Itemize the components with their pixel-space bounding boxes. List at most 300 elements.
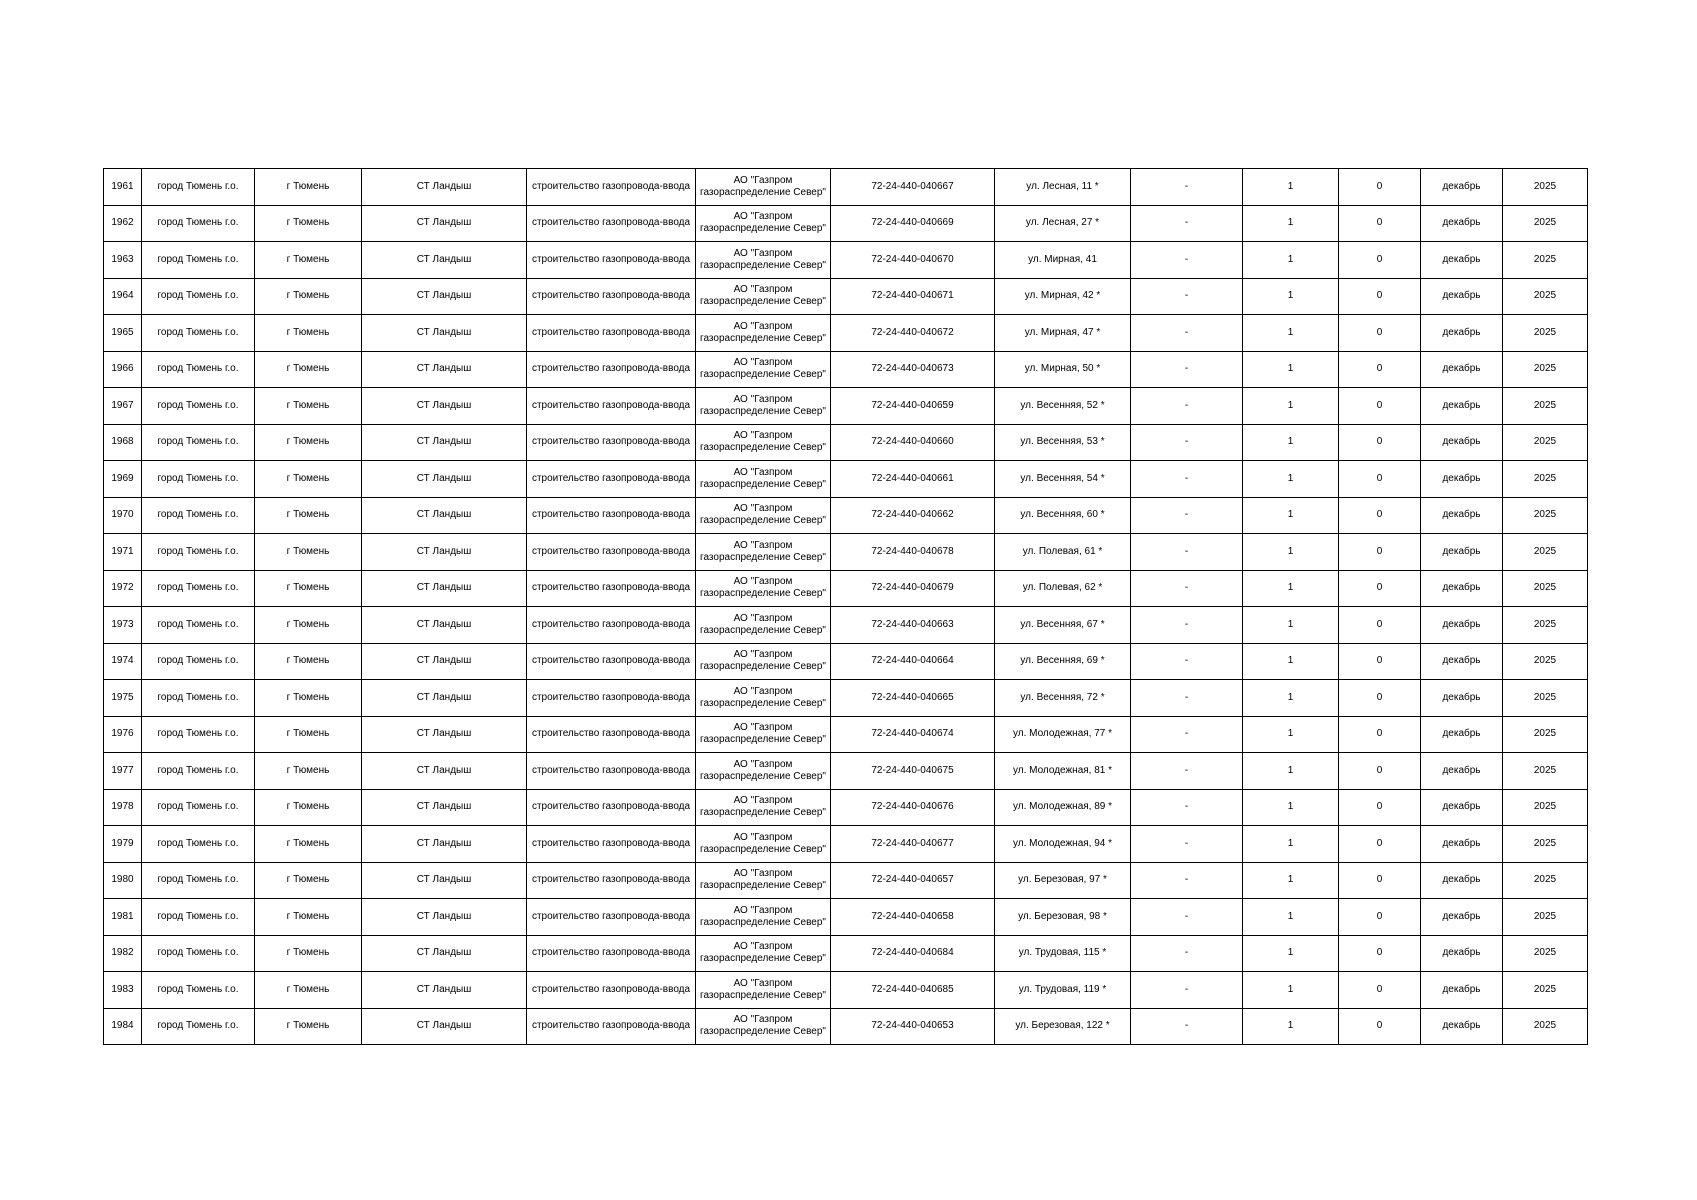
cell-year: 2025 [1503,789,1588,826]
table-body [104,169,1588,1045]
cell-organization: АО "Газпром газораспределение Север" [696,826,831,863]
cell-organization: АО "Газпром газораспределение Север" [696,716,831,753]
cell-month: декабрь [1421,497,1503,534]
cell-work-type: строительство газопровода-ввода [527,680,696,717]
cell-year: 2025 [1503,534,1588,571]
cell-settlement: г Тюмень [255,570,362,607]
cell-dash: - [1131,388,1243,425]
table-row [104,643,1588,680]
cell-month: декабрь [1421,205,1503,242]
cell-garden-partnership: СТ Ландыш [362,716,527,753]
cell-dash: - [1131,607,1243,644]
cell-registry-number: 72-24-440-040653 [831,1008,995,1045]
cell-municipality: город Тюмень г.о. [142,534,255,571]
table-row [104,899,1588,936]
cell-municipality: город Тюмень г.о. [142,461,255,498]
cell-row-number: 1981 [104,899,142,936]
cell-garden-partnership: СТ Ландыш [362,789,527,826]
cell-zero-value: 0 [1339,278,1421,315]
cell-municipality: город Тюмень г.о. [142,278,255,315]
cell-count: 1 [1243,388,1339,425]
cell-municipality: город Тюмень г.о. [142,680,255,717]
cell-garden-partnership: СТ Ландыш [362,534,527,571]
cell-address: ул. Березовая, 98 * [995,899,1131,936]
cell-count: 1 [1243,315,1339,352]
cell-dash: - [1131,826,1243,863]
cell-settlement: г Тюмень [255,424,362,461]
cell-garden-partnership: СТ Ландыш [362,607,527,644]
cell-registry-number: 72-24-440-040684 [831,935,995,972]
cell-count: 1 [1243,169,1339,206]
cell-count: 1 [1243,497,1339,534]
cell-year: 2025 [1503,388,1588,425]
cell-garden-partnership: СТ Ландыш [362,643,527,680]
cell-settlement: г Тюмень [255,753,362,790]
cell-registry-number: 72-24-440-040662 [831,497,995,534]
cell-organization: АО "Газпром газораспределение Север" [696,935,831,972]
cell-settlement: г Тюмень [255,1008,362,1045]
cell-organization: АО "Газпром газораспределение Север" [696,242,831,279]
cell-zero-value: 0 [1339,205,1421,242]
cell-month: декабрь [1421,315,1503,352]
cell-dash: - [1131,753,1243,790]
cell-municipality: город Тюмень г.о. [142,351,255,388]
cell-dash: - [1131,534,1243,571]
cell-address: ул. Березовая, 122 * [995,1008,1131,1045]
cell-month: декабрь [1421,351,1503,388]
table-row [104,570,1588,607]
cell-registry-number: 72-24-440-040658 [831,899,995,936]
cell-zero-value: 0 [1339,862,1421,899]
cell-month: декабрь [1421,935,1503,972]
cell-row-number: 1962 [104,205,142,242]
cell-municipality: город Тюмень г.о. [142,315,255,352]
cell-work-type: строительство газопровода-ввода [527,862,696,899]
cell-municipality: город Тюмень г.о. [142,570,255,607]
cell-settlement: г Тюмень [255,716,362,753]
cell-registry-number: 72-24-440-040661 [831,461,995,498]
cell-count: 1 [1243,607,1339,644]
cell-zero-value: 0 [1339,461,1421,498]
cell-row-number: 1964 [104,278,142,315]
cell-zero-value: 0 [1339,899,1421,936]
cell-work-type: строительство газопровода-ввода [527,935,696,972]
cell-garden-partnership: СТ Ландыш [362,424,527,461]
cell-count: 1 [1243,643,1339,680]
cell-registry-number: 72-24-440-040671 [831,278,995,315]
table-row [104,1008,1588,1045]
cell-month: декабрь [1421,169,1503,206]
cell-address: ул. Весенняя, 60 * [995,497,1131,534]
cell-settlement: г Тюмень [255,534,362,571]
cell-municipality: город Тюмень г.о. [142,899,255,936]
cell-row-number: 1965 [104,315,142,352]
cell-dash: - [1131,643,1243,680]
cell-work-type: строительство газопровода-ввода [527,899,696,936]
cell-work-type: строительство газопровода-ввода [527,205,696,242]
cell-zero-value: 0 [1339,169,1421,206]
cell-row-number: 1973 [104,607,142,644]
cell-address: ул. Молодежная, 89 * [995,789,1131,826]
cell-work-type: строительство газопровода-ввода [527,789,696,826]
cell-registry-number: 72-24-440-040670 [831,242,995,279]
cell-dash: - [1131,242,1243,279]
cell-address: ул. Трудовая, 119 * [995,972,1131,1009]
cell-month: декабрь [1421,461,1503,498]
cell-garden-partnership: СТ Ландыш [362,205,527,242]
table-row [104,424,1588,461]
cell-zero-value: 0 [1339,935,1421,972]
cell-month: декабрь [1421,534,1503,571]
cell-organization: АО "Газпром газораспределение Север" [696,972,831,1009]
cell-row-number: 1968 [104,424,142,461]
document-page [103,168,1588,1045]
cell-count: 1 [1243,972,1339,1009]
cell-row-number: 1980 [104,862,142,899]
cell-zero-value: 0 [1339,753,1421,790]
cell-organization: АО "Газпром газораспределение Север" [696,607,831,644]
cell-count: 1 [1243,351,1339,388]
cell-count: 1 [1243,862,1339,899]
cell-organization: АО "Газпром газораспределение Север" [696,643,831,680]
cell-row-number: 1971 [104,534,142,571]
cell-month: декабрь [1421,899,1503,936]
table-row [104,789,1588,826]
cell-settlement: г Тюмень [255,789,362,826]
cell-work-type: строительство газопровода-ввода [527,570,696,607]
cell-month: декабрь [1421,424,1503,461]
cell-row-number: 1983 [104,972,142,1009]
cell-address: ул. Мирная, 42 * [995,278,1131,315]
cell-count: 1 [1243,1008,1339,1045]
cell-address: ул. Весенняя, 52 * [995,388,1131,425]
cell-month: декабрь [1421,753,1503,790]
cell-month: декабрь [1421,570,1503,607]
cell-zero-value: 0 [1339,972,1421,1009]
cell-municipality: город Тюмень г.о. [142,826,255,863]
cell-registry-number: 72-24-440-040667 [831,169,995,206]
table-row [104,716,1588,753]
cell-registry-number: 72-24-440-040664 [831,643,995,680]
cell-municipality: город Тюмень г.о. [142,242,255,279]
cell-month: декабрь [1421,972,1503,1009]
cell-month: декабрь [1421,680,1503,717]
cell-month: декабрь [1421,242,1503,279]
cell-work-type: строительство газопровода-ввода [527,242,696,279]
cell-garden-partnership: СТ Ландыш [362,570,527,607]
cell-work-type: строительство газопровода-ввода [527,972,696,1009]
cell-count: 1 [1243,570,1339,607]
cell-month: декабрь [1421,862,1503,899]
cell-organization: АО "Газпром газораспределение Север" [696,169,831,206]
cell-work-type: строительство газопровода-ввода [527,169,696,206]
cell-work-type: строительство газопровода-ввода [527,278,696,315]
cell-dash: - [1131,972,1243,1009]
cell-count: 1 [1243,935,1339,972]
cell-municipality: город Тюмень г.о. [142,862,255,899]
cell-row-number: 1979 [104,826,142,863]
cell-organization: АО "Газпром газораспределение Север" [696,862,831,899]
cell-registry-number: 72-24-440-040669 [831,205,995,242]
cell-dash: - [1131,497,1243,534]
cell-dash: - [1131,935,1243,972]
cell-address: ул. Весенняя, 54 * [995,461,1131,498]
cell-work-type: строительство газопровода-ввода [527,534,696,571]
table-row [104,534,1588,571]
cell-row-number: 1967 [104,388,142,425]
cell-settlement: г Тюмень [255,315,362,352]
cell-zero-value: 0 [1339,607,1421,644]
cell-registry-number: 72-24-440-040678 [831,534,995,571]
cell-zero-value: 0 [1339,570,1421,607]
cell-organization: АО "Газпром газораспределение Север" [696,388,831,425]
cell-garden-partnership: СТ Ландыш [362,278,527,315]
cell-registry-number: 72-24-440-040685 [831,972,995,1009]
cell-settlement: г Тюмень [255,388,362,425]
cell-year: 2025 [1503,205,1588,242]
cell-count: 1 [1243,826,1339,863]
cell-count: 1 [1243,716,1339,753]
cell-month: декабрь [1421,789,1503,826]
table-row [104,680,1588,717]
cell-dash: - [1131,315,1243,352]
cell-dash: - [1131,899,1243,936]
cell-year: 2025 [1503,169,1588,206]
cell-organization: АО "Газпром газораспределение Север" [696,899,831,936]
table-row [104,972,1588,1009]
cell-garden-partnership: СТ Ландыш [362,497,527,534]
cell-address: ул. Весенняя, 69 * [995,643,1131,680]
cell-organization: АО "Газпром газораспределение Север" [696,789,831,826]
cell-registry-number: 72-24-440-040673 [831,351,995,388]
table-row [104,461,1588,498]
cell-settlement: г Тюмень [255,680,362,717]
table-row [104,753,1588,790]
cell-organization: АО "Газпром газораспределение Север" [696,205,831,242]
cell-registry-number: 72-24-440-040674 [831,716,995,753]
cell-zero-value: 0 [1339,351,1421,388]
cell-row-number: 1978 [104,789,142,826]
cell-dash: - [1131,716,1243,753]
cell-dash: - [1131,862,1243,899]
cell-registry-number: 72-24-440-040675 [831,753,995,790]
cell-year: 2025 [1503,424,1588,461]
cell-year: 2025 [1503,607,1588,644]
cell-municipality: город Тюмень г.о. [142,169,255,206]
cell-address: ул. Лесная, 27 * [995,205,1131,242]
cell-settlement: г Тюмень [255,242,362,279]
cell-count: 1 [1243,461,1339,498]
cell-work-type: строительство газопровода-ввода [527,461,696,498]
cell-municipality: город Тюмень г.о. [142,1008,255,1045]
cell-month: декабрь [1421,826,1503,863]
cell-address: ул. Молодежная, 94 * [995,826,1131,863]
cell-count: 1 [1243,424,1339,461]
cell-garden-partnership: СТ Ландыш [362,935,527,972]
cell-address: ул. Трудовая, 115 * [995,935,1131,972]
cell-count: 1 [1243,278,1339,315]
cell-count: 1 [1243,789,1339,826]
cell-count: 1 [1243,534,1339,571]
cell-municipality: город Тюмень г.о. [142,643,255,680]
cell-organization: АО "Газпром газораспределение Север" [696,351,831,388]
cell-garden-partnership: СТ Ландыш [362,753,527,790]
table-row [104,826,1588,863]
cell-municipality: город Тюмень г.о. [142,789,255,826]
cell-dash: - [1131,278,1243,315]
cell-zero-value: 0 [1339,497,1421,534]
cell-row-number: 1961 [104,169,142,206]
cell-registry-number: 72-24-440-040679 [831,570,995,607]
cell-address: ул. Березовая, 97 * [995,862,1131,899]
cell-work-type: строительство газопровода-ввода [527,753,696,790]
cell-zero-value: 0 [1339,424,1421,461]
cell-count: 1 [1243,899,1339,936]
cell-year: 2025 [1503,935,1588,972]
cell-address: ул. Весенняя, 72 * [995,680,1131,717]
cell-year: 2025 [1503,242,1588,279]
cell-garden-partnership: СТ Ландыш [362,242,527,279]
cell-settlement: г Тюмень [255,862,362,899]
cell-registry-number: 72-24-440-040657 [831,862,995,899]
table-row [104,388,1588,425]
cell-organization: АО "Газпром газораспределение Север" [696,315,831,352]
cell-settlement: г Тюмень [255,607,362,644]
cell-dash: - [1131,169,1243,206]
cell-address: ул. Мирная, 50 * [995,351,1131,388]
table-row [104,607,1588,644]
cell-year: 2025 [1503,716,1588,753]
cell-garden-partnership: СТ Ландыш [362,899,527,936]
cell-dash: - [1131,351,1243,388]
cell-municipality: город Тюмень г.о. [142,607,255,644]
cell-count: 1 [1243,753,1339,790]
cell-row-number: 1974 [104,643,142,680]
cell-address: ул. Мирная, 47 * [995,315,1131,352]
cell-settlement: г Тюмень [255,461,362,498]
cell-work-type: строительство газопровода-ввода [527,716,696,753]
cell-month: декабрь [1421,1008,1503,1045]
cell-count: 1 [1243,242,1339,279]
cell-organization: АО "Газпром газораспределение Север" [696,680,831,717]
cell-zero-value: 0 [1339,388,1421,425]
cell-registry-number: 72-24-440-040660 [831,424,995,461]
cell-dash: - [1131,680,1243,717]
cell-row-number: 1970 [104,497,142,534]
cell-month: декабрь [1421,388,1503,425]
cell-garden-partnership: СТ Ландыш [362,315,527,352]
cell-settlement: г Тюмень [255,826,362,863]
cell-municipality: город Тюмень г.о. [142,497,255,534]
cell-year: 2025 [1503,315,1588,352]
cell-year: 2025 [1503,972,1588,1009]
cell-address: ул. Молодежная, 81 * [995,753,1131,790]
cell-address: ул. Весенняя, 67 * [995,607,1131,644]
cell-zero-value: 0 [1339,680,1421,717]
cell-year: 2025 [1503,680,1588,717]
table-row [104,278,1588,315]
cell-dash: - [1131,789,1243,826]
cell-dash: - [1131,570,1243,607]
cell-address: ул. Молодежная, 77 * [995,716,1131,753]
cell-count: 1 [1243,205,1339,242]
cell-row-number: 1975 [104,680,142,717]
cell-garden-partnership: СТ Ландыш [362,862,527,899]
cell-garden-partnership: СТ Ландыш [362,169,527,206]
cell-year: 2025 [1503,826,1588,863]
cell-settlement: г Тюмень [255,351,362,388]
cell-work-type: строительство газопровода-ввода [527,388,696,425]
cell-settlement: г Тюмень [255,169,362,206]
cell-row-number: 1972 [104,570,142,607]
cell-row-number: 1976 [104,716,142,753]
cell-zero-value: 0 [1339,315,1421,352]
cell-organization: АО "Газпром газораспределение Север" [696,461,831,498]
cell-settlement: г Тюмень [255,935,362,972]
cell-work-type: строительство газопровода-ввода [527,497,696,534]
table-row [104,862,1588,899]
cell-municipality: город Тюмень г.о. [142,388,255,425]
cell-address: ул. Лесная, 11 * [995,169,1131,206]
table-row [104,351,1588,388]
cell-zero-value: 0 [1339,242,1421,279]
cell-count: 1 [1243,680,1339,717]
cell-organization: АО "Газпром газораспределение Север" [696,278,831,315]
cell-settlement: г Тюмень [255,972,362,1009]
cell-row-number: 1982 [104,935,142,972]
cell-dash: - [1131,205,1243,242]
cell-garden-partnership: СТ Ландыш [362,351,527,388]
cell-address: ул. Полевая, 61 * [995,534,1131,571]
table-row [104,315,1588,352]
cell-organization: АО "Газпром газораспределение Север" [696,1008,831,1045]
cell-year: 2025 [1503,351,1588,388]
cell-settlement: г Тюмень [255,899,362,936]
cell-year: 2025 [1503,570,1588,607]
cell-garden-partnership: СТ Ландыш [362,388,527,425]
table-row [104,205,1588,242]
cell-registry-number: 72-24-440-040665 [831,680,995,717]
cell-organization: АО "Газпром газораспределение Север" [696,753,831,790]
cell-registry-number: 72-24-440-040677 [831,826,995,863]
cell-zero-value: 0 [1339,534,1421,571]
cell-settlement: г Тюмень [255,205,362,242]
cell-municipality: город Тюмень г.о. [142,935,255,972]
cell-zero-value: 0 [1339,643,1421,680]
cell-address: ул. Мирная, 41 [995,242,1131,279]
table-row [104,169,1588,206]
cell-row-number: 1977 [104,753,142,790]
cell-month: декабрь [1421,278,1503,315]
cell-zero-value: 0 [1339,789,1421,826]
cell-work-type: строительство газопровода-ввода [527,351,696,388]
cell-garden-partnership: СТ Ландыш [362,826,527,863]
cell-year: 2025 [1503,1008,1588,1045]
cell-row-number: 1966 [104,351,142,388]
cell-garden-partnership: СТ Ландыш [362,972,527,1009]
cell-zero-value: 0 [1339,826,1421,863]
cell-row-number: 1969 [104,461,142,498]
cell-month: декабрь [1421,716,1503,753]
cell-work-type: строительство газопровода-ввода [527,826,696,863]
gas-connection-table [103,168,1588,1045]
cell-municipality: город Тюмень г.о. [142,972,255,1009]
cell-settlement: г Тюмень [255,643,362,680]
cell-year: 2025 [1503,753,1588,790]
cell-month: декабрь [1421,643,1503,680]
cell-address: ул. Весенняя, 53 * [995,424,1131,461]
cell-registry-number: 72-24-440-040672 [831,315,995,352]
